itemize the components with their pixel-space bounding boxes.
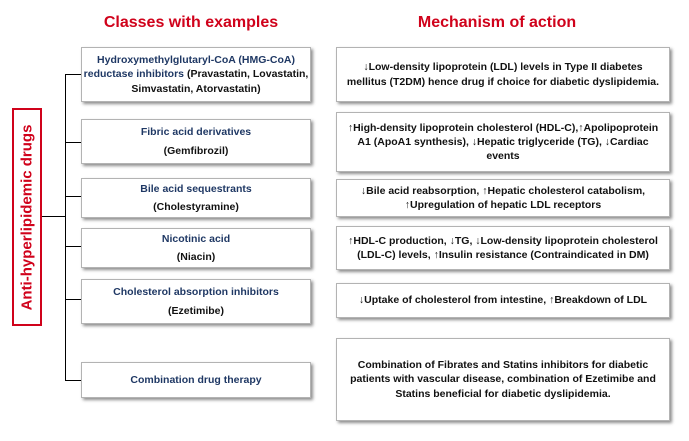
class-name-statins: Hydroxymethylglutaryl-CoA (HMG-CoA) reductase inhibitors (Pravastatin, Lovastatin, Simvastatin, Atorvastatin) <box>83 54 309 95</box>
class-box-nicotinic-acid <box>81 228 311 268</box>
class-box-fibrates <box>81 119 311 164</box>
class-name-ezetimibe: Cholesterol absorption inhibitors <box>113 286 279 299</box>
branch-line-6 <box>65 380 81 381</box>
mechanism-box-nicotinic-acid: ↑HDL-C production, ↓TG, ↓Low-density lipoprotein cholesterol (LDL-C) levels, ↑Insulin resistance (Contraindicated in DM) <box>336 226 670 270</box>
tree-trunk-line <box>65 74 66 380</box>
classes-header: Classes with examples <box>103 14 279 31</box>
class-example-nicotinic-acid: (Niacin) <box>176 251 216 263</box>
class-name-combination: Combination drug therapy <box>130 373 262 386</box>
mechanism-box-ezetimibe: ↓Uptake of cholesterol from intestine, ↑Breakdown of LDL <box>336 283 670 318</box>
branch-line-2 <box>65 142 81 143</box>
class-box-combination <box>81 362 311 398</box>
class-example-ezetimibe: (Ezetimibe) <box>167 304 224 317</box>
class-name-nicotinic-acid: Nicotinic acid <box>161 232 231 245</box>
mechanism-header: Mechanism of action <box>417 14 577 31</box>
class-name-fibrates: Fibric acid derivatives <box>140 126 252 139</box>
class-example-bile-acid: (Cholestyramine) <box>153 201 239 213</box>
mechanism-box-statins: ↓Low-density lipoprotein (LDL) levels in Type II diabetes mellitus (T2DM) hence drug if choice for diabetic dyslipidemia. <box>336 47 670 102</box>
side-label: Anti-hyperlipidemic drugs <box>18 124 36 310</box>
branch-line-5 <box>65 299 81 300</box>
branch-line-4 <box>65 246 81 247</box>
mechanism-box-fibrates: ↑High-density lipoprotein cholesterol (HDL-C),↑Apolipoprotein A1 (ApoA1 synthesis), ↓Hepatic triglyceride (TG), ↓Cardiac events <box>336 112 670 172</box>
class-box-statins <box>81 47 311 102</box>
side-connector-line <box>42 216 66 217</box>
branch-line-1 <box>65 74 81 75</box>
class-example-fibrates: (Gemfibrozil) <box>163 144 229 157</box>
class-name-bile-acid: Bile acid sequestrants <box>140 182 252 195</box>
class-box-bile-acid <box>81 178 311 218</box>
mechanism-box-bile-acid: ↓Bile acid reabsorption, ↑Hepatic cholesterol catabolism, ↑Upregulation of hepatic LDL receptors <box>336 179 670 217</box>
branch-line-3 <box>65 196 81 197</box>
side-label-box <box>12 108 42 326</box>
mechanism-box-combination: Combination of Fibrates and Statins inhibitors for diabetic patients with vascular disease, combination of Ezetimibe and Statins beneficial for diabetic dyslipidemia. <box>336 338 670 421</box>
class-box-ezetimibe <box>81 279 311 324</box>
